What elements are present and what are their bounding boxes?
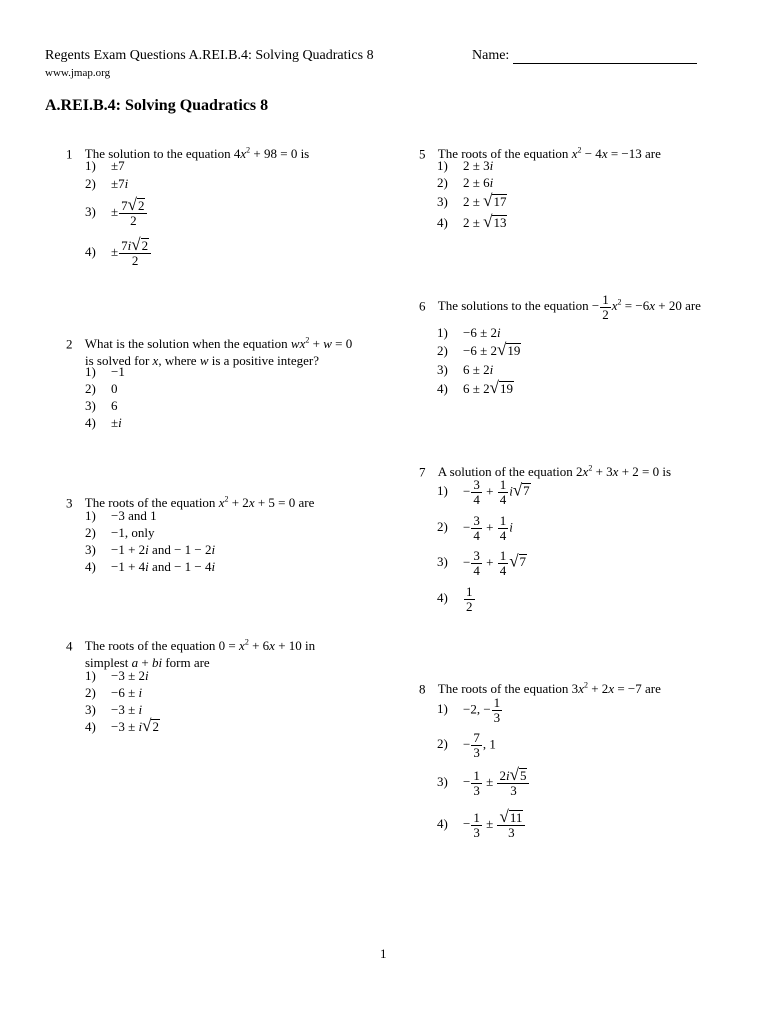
option-2: 2) 2 ± 6i [437,175,494,190]
option-4: 4) ± $\frac{7i√2}{2}$ [85,238,152,268]
option-1: 1) −3 ± 2i [85,668,149,683]
question-number: 2 [66,336,73,352]
option-2: 2) 0 [85,381,118,396]
option-4: 4) −3 ± i√2 [85,716,159,735]
question-8 [419,677,661,697]
option-3: 3) − $\frac{1}{3}$ ± $\frac{2i√5}{3}$ [437,768,530,798]
question-stem: The solutions to the equation − $\frac{1}{2}$ $x^2 = -6x + 20$ are [437,292,701,322]
question-stem: The roots of the equation $0 = x^2 + 6x + 10$ in [84,638,316,654]
option-2: 2) −6 ± 2√19 [437,340,521,359]
option-3: 3) 2 ± √17 [437,191,507,210]
option-4: 4) − $\frac{1}{3}$ ± $\frac{√11}{3}$ [437,810,526,840]
question-number: 4 [66,638,73,654]
question-stem: What is the solution when the equation $wx^2 + w = 0$ [84,336,353,352]
question-stem: The roots of the equation $3x^2 + 2x = -7$ are [437,681,661,697]
option-4: 4) 2 ± √13 [437,212,507,231]
option-2: 2) −6 ± i [85,685,143,700]
option-1: 1) − $\frac{3}{4}$ + $\frac{1}{4}$ i√7 [437,477,530,507]
option-2: 2) − $\frac{7}{3}$ , 1 [437,730,496,760]
option-3: 3) ± $\frac{7√2}{2}$ [85,198,148,228]
question-6 [419,293,701,322]
option-3: 3) 6 [85,398,118,413]
page-title: A.REI.B.4: Solving Quadratics 8 [45,97,269,114]
name-label: Name: [472,48,510,63]
option-3: 3) 6 ± 2i [437,362,494,377]
header-title: Regents Exam Questions A.REI.B.4: Solving Quadratics 8 [45,48,374,63]
option-1: 1) −1 [85,364,125,379]
name-line[interactable] [513,49,697,64]
question-number: 3 [66,495,73,511]
name-field[interactable] [472,48,697,64]
header-url: www.jmap.org [45,67,111,79]
option-4: 4) ±i [85,415,122,430]
option-2: 2) − $\frac{3}{4}$ + $\frac{1}{4}$ i [437,513,513,543]
question-stem: The roots of the equation $x^2 - 4x = -13$ are [437,146,661,162]
option-1: 1) 2 ± 3i [437,158,494,173]
question-number: 5 [419,146,426,162]
option-1: 1) ±7 [85,158,125,173]
question-stem: A solution of the equation $2x^2 + 3x + 2 = 0$ is [437,464,672,480]
option-4: 4) −1 + 4i and − 1 − 4i [85,559,216,574]
option-3: 3) − $\frac{3}{4}$ + $\frac{1}{4}$ √7 [437,548,527,578]
option-1: 1) −2, − $\frac{1}{3}$ [437,695,501,725]
question-number: 7 [419,464,426,480]
question-2: 2 What is the solution when the equation $wx^2 + w = 0$ is solved for x, where w is a positive integer? [66,336,353,369]
page-number: 1 [380,946,387,961]
option-1: 1) −3 and 1 [85,508,157,523]
question-stem: The roots of the equation $x^2 + 2x + 5 = 0$ are [84,495,315,511]
option-1: 1) −6 ± 2i [437,325,501,340]
question-number: 1 [66,146,73,162]
option-3: 3) −3 ± i [85,702,143,717]
option-3: 3) −1 + 2i and − 1 − 2i [85,542,216,557]
question-4: 4 The roots of the equation $0 = x^2 + 6x + 10$ in simplest a + bi form are [66,638,316,671]
option-2: 2) ±7i [85,176,129,191]
option-2: 2) −1, only [85,525,155,540]
question-number: 6 [419,298,426,314]
option-4: 4) 6 ± 2√19 [437,378,513,397]
option-4: 4) $\frac{1}{2}$ [437,584,473,614]
question-number: 8 [419,681,426,697]
question-stem: The solution to the equation $4x^2 + 98 = 0$ is [84,146,310,162]
